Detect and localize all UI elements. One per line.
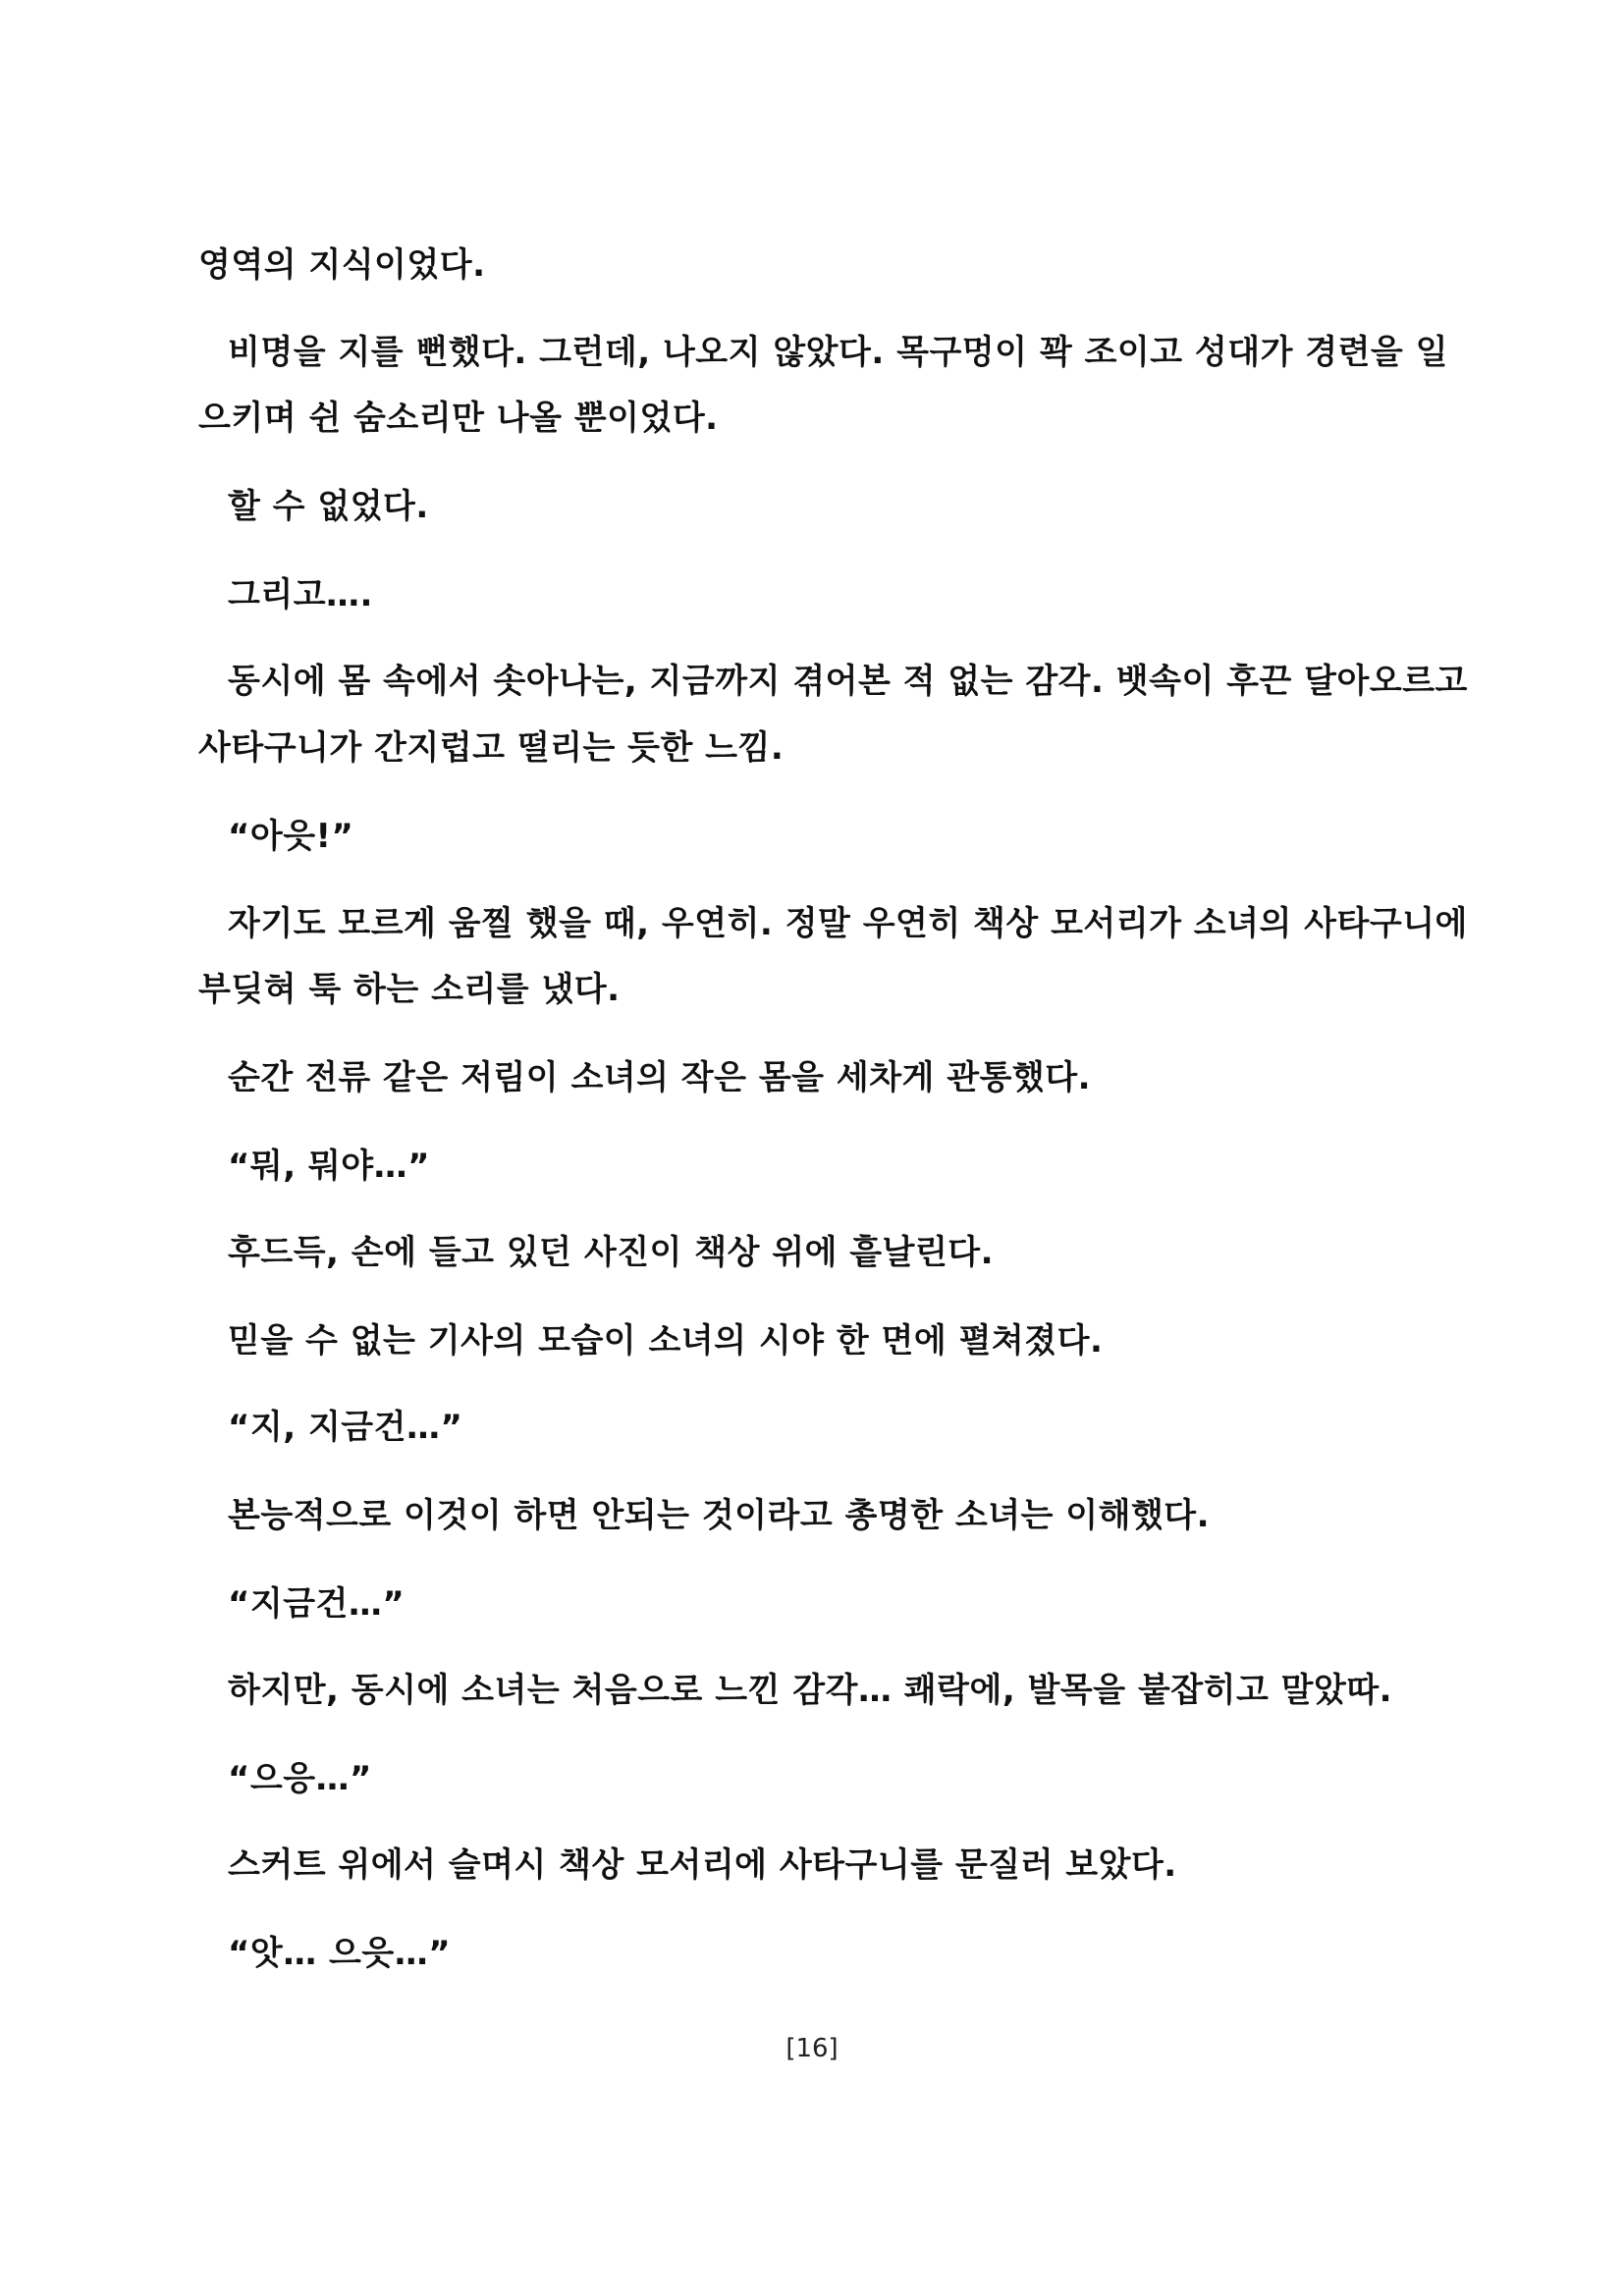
text-line-1: 영역의 지식이었다. bbox=[198, 245, 486, 285]
text-line-19: “으응…” bbox=[228, 1759, 372, 1798]
text-line-4: 할 수 없었다. bbox=[228, 487, 429, 526]
text-line-21: “앗… 으읏…” bbox=[228, 1934, 452, 1973]
text-line-10: 부딪혀 툭 하는 소리를 냈다. bbox=[198, 970, 621, 1009]
text-line-3: 으키며 쉰 숨소리만 나올 뿐이었다. bbox=[198, 399, 719, 438]
paragraph-line: 자기도 모르게 움찔 했을 때, 우연히. 정말 우연히 책상 모서리가 소녀의 사타구니에 bbox=[228, 904, 1468, 943]
paragraph-line: 동시에 몸 속에서 솟아나는, 지금까지 겪어본 적 없는 감각. 뱃속이 후끈 달아오르고 bbox=[228, 662, 1468, 701]
text-line-20: 스커트 위에서 슬며시 책상 모서리에 사타구니를 문질러 보았다. bbox=[228, 1845, 1177, 1885]
text-line-5: 그리고…. bbox=[228, 575, 373, 614]
text-line-18: 하지만, 동시에 소녀는 처음으로 느낀 감각… 쾌락에, 발목을 붙잡히고 말았따. bbox=[228, 1671, 1393, 1710]
text-line-14: 믿을 수 없는 기사의 모습이 소녀의 시야 한 면에 펼쳐졌다. bbox=[228, 1321, 1104, 1361]
text-line-12: “뭐, 뭐야…” bbox=[228, 1147, 430, 1186]
text-line-2 bbox=[228, 331, 1448, 374]
text-line-16: 본능적으로 이것이 하면 안되는 것이라고 총명한 소녀는 이해했다. bbox=[228, 1496, 1211, 1535]
text-line-11: 순간 전류 같은 저림이 소녀의 작은 몸을 세차게 관통했다. bbox=[228, 1058, 1092, 1097]
text-line-15: “지, 지금건…” bbox=[228, 1408, 463, 1447]
text-line-17: “지금건…” bbox=[228, 1584, 406, 1624]
text-line-6 bbox=[228, 660, 1468, 703]
page-number: [16] bbox=[785, 2034, 839, 2063]
text-line-8: “아읏!” bbox=[228, 817, 354, 856]
text-line-9 bbox=[228, 902, 1468, 945]
text-line-7: 사타구니가 간지럽고 떨리는 듯한 느낌. bbox=[198, 728, 785, 768]
text-line-13: 후드득, 손에 들고 있던 사진이 책상 위에 흩날린다. bbox=[228, 1233, 995, 1272]
paragraph-line: 비명을 지를 뻔했다. 그런데, 나오지 않았다. 목구멍이 꽉 조이고 성대가 경련을 일 bbox=[228, 333, 1448, 372]
